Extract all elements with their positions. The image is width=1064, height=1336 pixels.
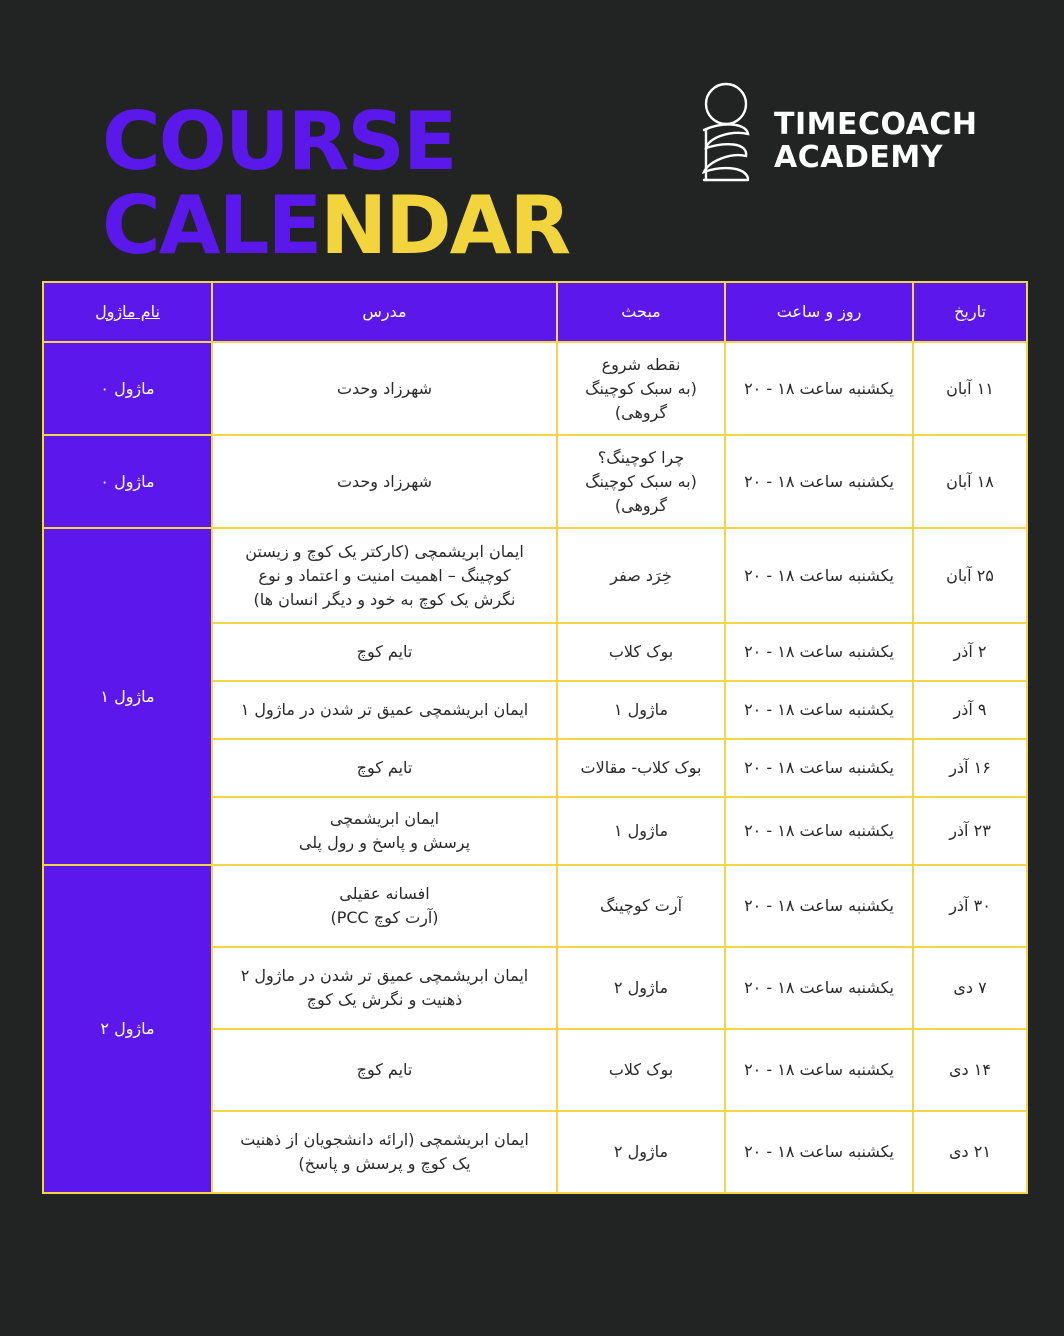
title-line-2-yellow: NDAR <box>320 179 570 272</box>
cell-instructor-line: ایمان ابریشمچی <box>329 809 440 828</box>
header-topic: مبحث <box>557 282 725 342</box>
cell-topic-line: گروهی) <box>614 402 668 422</box>
cell-date: ۲۱ دی <box>913 1111 1027 1193</box>
cell-topic-line: نقطه شروع <box>601 354 681 374</box>
cell-instructor-line: ایمان ابریشمچی عمیق تر شدن در ماژول ۱ <box>240 700 529 719</box>
cell-topic-line: ماژول ۲ <box>613 1142 669 1161</box>
cell-instructor <box>212 1029 557 1111</box>
cell-topic <box>557 865 725 947</box>
cell-instructor <box>212 342 557 435</box>
cell-date: ۱۱ آبان <box>913 342 1027 435</box>
cell-instructor-line: شهرزاد وحدت <box>336 471 433 491</box>
cell-day-time: یکشنبه ساعت ۱۸ - ۲۰ <box>725 435 913 528</box>
title-line-2 <box>102 179 570 272</box>
course-calendar-table <box>42 281 1028 1194</box>
cell-topic <box>557 947 725 1029</box>
cell-topic-line: بوک کلاب <box>608 642 674 661</box>
cell-instructor-line: کوچینگ – اهمیت امنیت و اعتماد و نوع <box>258 565 511 585</box>
cell-module: ماژول ۲ <box>43 865 212 1193</box>
brand-line-2: ACADEMY <box>774 140 943 175</box>
table-header-row <box>43 282 1027 342</box>
cell-topic <box>557 435 725 528</box>
cell-module: ماژول ۰ <box>43 342 212 435</box>
cell-date: ۲۵ آبان <box>913 528 1027 623</box>
brand-line-1: TIMECOACH <box>774 107 978 142</box>
cell-topic <box>557 681 725 739</box>
cell-topic <box>557 1111 725 1193</box>
cell-topic <box>557 342 725 435</box>
header-date: تاریخ <box>913 282 1027 342</box>
cell-day-time: یکشنبه ساعت ۱۸ - ۲۰ <box>725 947 913 1029</box>
cell-topic-line: (به سبک کوچینگ <box>585 378 697 398</box>
cell-topic-line: گروهی) <box>614 495 668 515</box>
cell-instructor-line: یک کوچ و پرسش و پاسخ) <box>298 1154 471 1173</box>
cell-day-time: یکشنبه ساعت ۱۸ - ۲۰ <box>725 681 913 739</box>
cell-instructor <box>212 739 557 797</box>
cell-module: ماژول ۰ <box>43 435 212 528</box>
cell-instructor-line: (آرت کوچ PCC) <box>330 908 439 927</box>
cell-topic-line: چرا کوچینگ؟ <box>597 447 685 467</box>
cell-instructor-line: شهرزاد وحدت <box>336 378 433 398</box>
cell-instructor-line: ایمان ابریشمچی (ارائه دانشجویان از ذهنیت <box>240 1130 529 1149</box>
cell-instructor-line: ذهنیت و نگرش یک کوچ <box>306 990 463 1009</box>
cell-day-time: یکشنبه ساعت ۱۸ - ۲۰ <box>725 865 913 947</box>
cell-topic-line: بوک کلاب <box>608 1060 674 1079</box>
cell-topic <box>557 1029 725 1111</box>
cell-day-time: یکشنبه ساعت ۱۸ - ۲۰ <box>725 797 913 865</box>
cell-date: ۱۴ دی <box>913 1029 1027 1111</box>
cell-instructor <box>212 528 557 623</box>
cell-day-time: یکشنبه ساعت ۱۸ - ۲۰ <box>725 342 913 435</box>
cell-date: ۲۳ آذر <box>913 797 1027 865</box>
table-row <box>43 435 1027 528</box>
brand-name <box>774 108 978 174</box>
cell-date: ۱۸ آبان <box>913 435 1027 528</box>
table-row <box>43 342 1027 435</box>
cell-day-time: یکشنبه ساعت ۱۸ - ۲۰ <box>725 739 913 797</box>
cell-topic <box>557 739 725 797</box>
cell-topic-line: (به سبک کوچینگ <box>585 471 697 491</box>
cell-instructor <box>212 435 557 528</box>
cell-topic-line: ماژول ۱ <box>613 700 669 719</box>
cell-date: ۲ آذر <box>913 623 1027 681</box>
course-calendar-title <box>102 95 570 272</box>
cell-instructor-line: ایمان ابریشمچی عمیق تر شدن در ماژول ۲ <box>240 966 529 985</box>
cell-instructor-line: ایمان ابریشمچی (کارکتر یک کوچ و زیستن <box>245 541 524 561</box>
cell-module: ماژول ۱ <box>43 528 212 865</box>
cell-instructor-line: تایم کوچ <box>356 642 413 661</box>
cell-instructor-line: نگرش یک کوچ به خود و دیگر انسان ها) <box>253 589 516 609</box>
cell-day-time: یکشنبه ساعت ۱۸ - ۲۰ <box>725 528 913 623</box>
cell-instructor <box>212 865 557 947</box>
cell-date: ۹ آذر <box>913 681 1027 739</box>
cell-day-time: یکشنبه ساعت ۱۸ - ۲۰ <box>725 1029 913 1111</box>
cell-instructor-line: تایم کوچ <box>356 1060 413 1079</box>
cell-topic <box>557 797 725 865</box>
cell-day-time: یکشنبه ساعت ۱۸ - ۲۰ <box>725 623 913 681</box>
table-row <box>43 865 1027 947</box>
cell-instructor-line: پرسش و پاسخ و رول پلی <box>298 833 471 852</box>
cell-instructor <box>212 1111 557 1193</box>
cell-instructor <box>212 797 557 865</box>
cell-topic <box>557 623 725 681</box>
cell-instructor <box>212 681 557 739</box>
cell-topic-line: خِرَد صفر <box>610 565 672 585</box>
title-line-1: COURSE <box>102 95 456 188</box>
header-module-name[interactable]: نام ماژول <box>43 282 212 342</box>
cell-topic <box>557 528 725 623</box>
header-day-time: روز و ساعت <box>725 282 913 342</box>
cell-instructor-line: افسانه عقیلی <box>339 884 430 903</box>
title-line-2-purple: CALE <box>102 179 321 272</box>
cell-date: ۳۰ آذر <box>913 865 1027 947</box>
cell-topic-line: ماژول ۲ <box>613 978 669 997</box>
cell-instructor-line: تایم کوچ <box>356 758 413 777</box>
cell-topic-line: بوک کلاب- مقالات <box>580 758 702 777</box>
cell-topic-line: آرت کوچینگ <box>599 896 683 915</box>
cell-date: ۷ دی <box>913 947 1027 1029</box>
cell-date: ۱۶ آذر <box>913 739 1027 797</box>
spring-coil-icon <box>700 82 752 184</box>
header-instructor: مدرس <box>212 282 557 342</box>
table-row <box>43 528 1027 623</box>
cell-instructor <box>212 947 557 1029</box>
cell-day-time: یکشنبه ساعت ۱۸ - ۲۰ <box>725 1111 913 1193</box>
cell-topic-line: ماژول ۱ <box>613 821 669 840</box>
cell-instructor <box>212 623 557 681</box>
